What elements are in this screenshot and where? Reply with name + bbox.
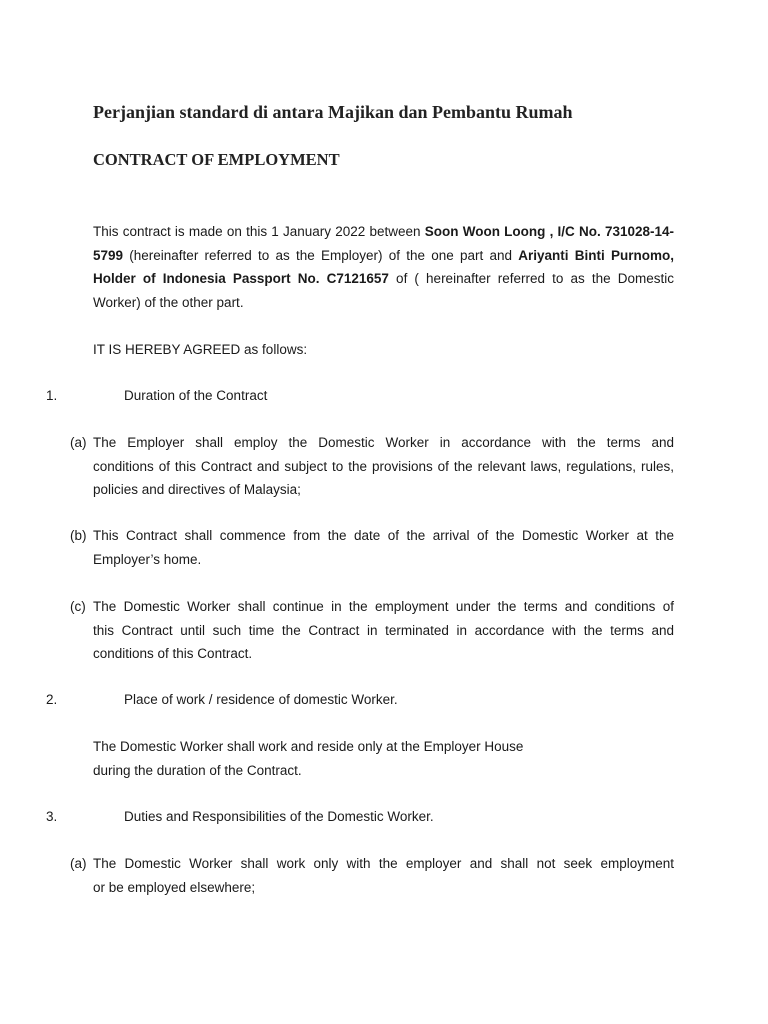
section-2-line-2: during the duration of the Contract. [93,763,302,778]
section-3-number: 3. [46,809,58,824]
clause-text-first: The Employer shall employ the Domestic Worker in accordance with the terms and [93,435,674,450]
clause-3a [70,852,674,899]
clause-text-rest: conditions of this Contract and subject to the provisions of the relevant laws, regulations, rules, policies and directives of Malaysia; [93,458,674,497]
worker-name: Ariyanti Binti Purnomo, Holder of Indonesia Passport No. C7121657 [93,247,674,286]
intro-paragraph [93,220,674,314]
agreed-line: IT IS HEREBY AGREED as follows: [93,342,308,357]
section-1-title: Duration of the Contract [124,388,268,403]
intro-text-3: of ( hereinafter referred to as the Domestic Worker) of the other part. [93,271,674,310]
section-2-number: 2. [46,692,58,707]
contract-title: CONTRACT OF EMPLOYMENT [93,150,340,169]
clause-1c [70,595,674,666]
clause-letter: (c) [70,599,86,614]
clause-text-first: The Domestic Worker shall continue in the employment under the terms and conditions of [93,599,674,614]
intro-text-2: (hereinafter referred to as the Employer) of the one part and [123,247,519,263]
clause-letter: (a) [70,856,87,871]
clause-text-first: This Contract shall commence from the date of the arrival of the Domestic Worker at the [93,528,674,543]
clause-text-rest: this Contract until such time the Contract in terminated in accordance with the terms and conditions of this Contract. [93,622,674,661]
section-1-number: 1. [46,388,58,403]
section-2-title: Place of work / residence of domestic Worker. [124,692,398,707]
clause-1b [70,524,674,571]
section-2-line-1: The Domestic Worker shall work and reside only at the Employer House [93,739,524,754]
clause-text-first: The Domestic Worker shall work only with the employer and shall not seek employment [93,856,674,871]
employer-name: Soon Woon Loong , I/C No. 731028-14-5799 [93,224,675,263]
clause-1a [70,431,674,502]
section-3-title: Duties and Responsibilities of the Domestic Worker. [124,809,434,824]
clause-text-rest: Employer’s home. [93,551,202,567]
intro-text-1: This contract is made on this 1 January 2022 between [93,224,425,239]
clause-letter: (a) [70,435,87,450]
malay-title: Perjanjian standard di antara Majikan dan Pembantu Rumah [93,102,573,122]
clause-letter: (b) [70,528,87,543]
clause-text-rest: or be employed elsewhere; [93,879,256,895]
